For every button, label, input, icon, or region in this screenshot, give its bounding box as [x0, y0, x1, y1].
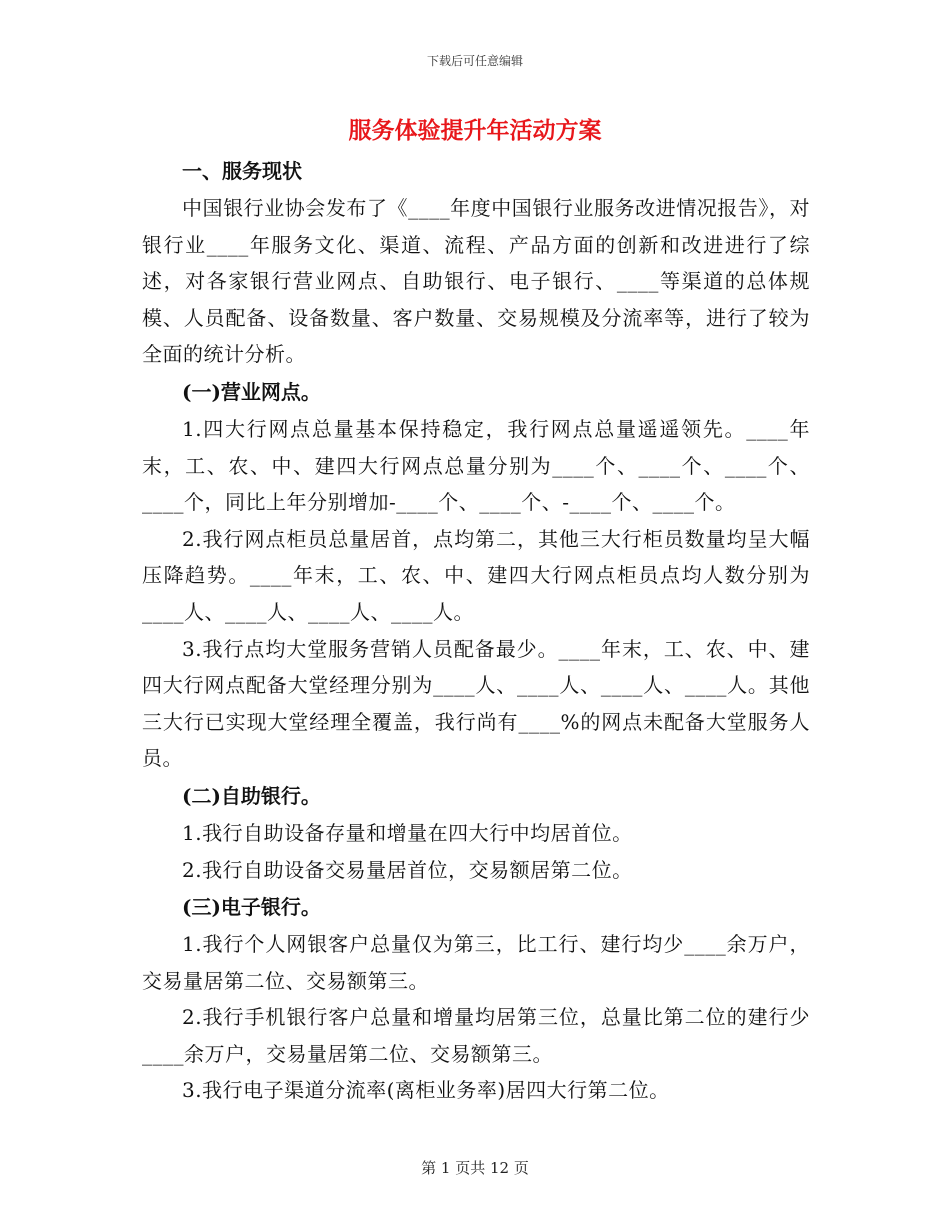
outlets-item-1: 1.四大行网点总量基本保持稳定，我行网点总量遥遥领先。____年末，工、农、中、建四大行网点总量分别为____个、____个、____个、____个，同比上年分别增加-____个、____个、-____个、____个。 [142, 416, 810, 515]
document-body [142, 152, 810, 1109]
subsection-heading-e-banking: (三)电子银行。 [182, 895, 321, 920]
outlets-item-2: 2.我行网点柜员总量居首，点均第二，其他三大行柜员数量均呈大幅压降趋势。____年末，工、农、中、建四大行网点柜员点均人数分别为____人、____人、____人、____人。 [142, 526, 810, 624]
e-banking-item-2: 2.我行手机银行客户总量和增量均居第三位，总量比第二位的建行少____余万户，交易量居第二位、交易额第三。 [142, 1005, 810, 1066]
header-note: 下载后可任意编辑 [426, 54, 523, 68]
intro-paragraph: 中国银行业协会发布了《____年度中国银行业服务改进情况报告》，对银行业____年服务文化、渠道、流程、产品方面的创新和改进进行了综述，对各家银行营业网点、自助银行、电子银行、____等渠道的总体规模、人员配备、设备数量、客户数量、交易规模及分流率等，进行了较为全面的统计分析。 [142, 196, 810, 367]
section-heading-service-status: 一、服务现状 [182, 159, 302, 183]
e-banking-item-3: 3.我行电子渠道分流率(离柜业务率)居四大行第二位。 [182, 1078, 670, 1103]
e-banking-item-1: 1.我行个人网银客户总量仅为第三，比工行、建行均少____余万户，交易量居第二位、交易额第三。 [142, 932, 810, 993]
subsection-heading-outlets: (一)营业网点。 [182, 379, 321, 404]
page-title: 服务体验提升年活动方案 [348, 117, 602, 144]
self-service-item-1: 1.我行自助设备存量和增量在四大行中均居首位。 [182, 820, 633, 845]
outlets-item-3: 3.我行点均大堂服务营销人员配备最少。____年末，工、农、中、建四大行网点配备大堂经理分别为____人、____人、____人、____人。其他三大行已实现大堂经理全覆盖，我行尚有____%的网点未配备大堂服务人员。 [142, 636, 810, 771]
self-service-item-2: 2.我行自助设备交易量居首位，交易额居第二位。 [182, 857, 633, 882]
subsection-heading-self-service: (二)自助银行。 [182, 783, 321, 808]
page-footer: 第 1 页共 12 页 [421, 1159, 529, 1177]
